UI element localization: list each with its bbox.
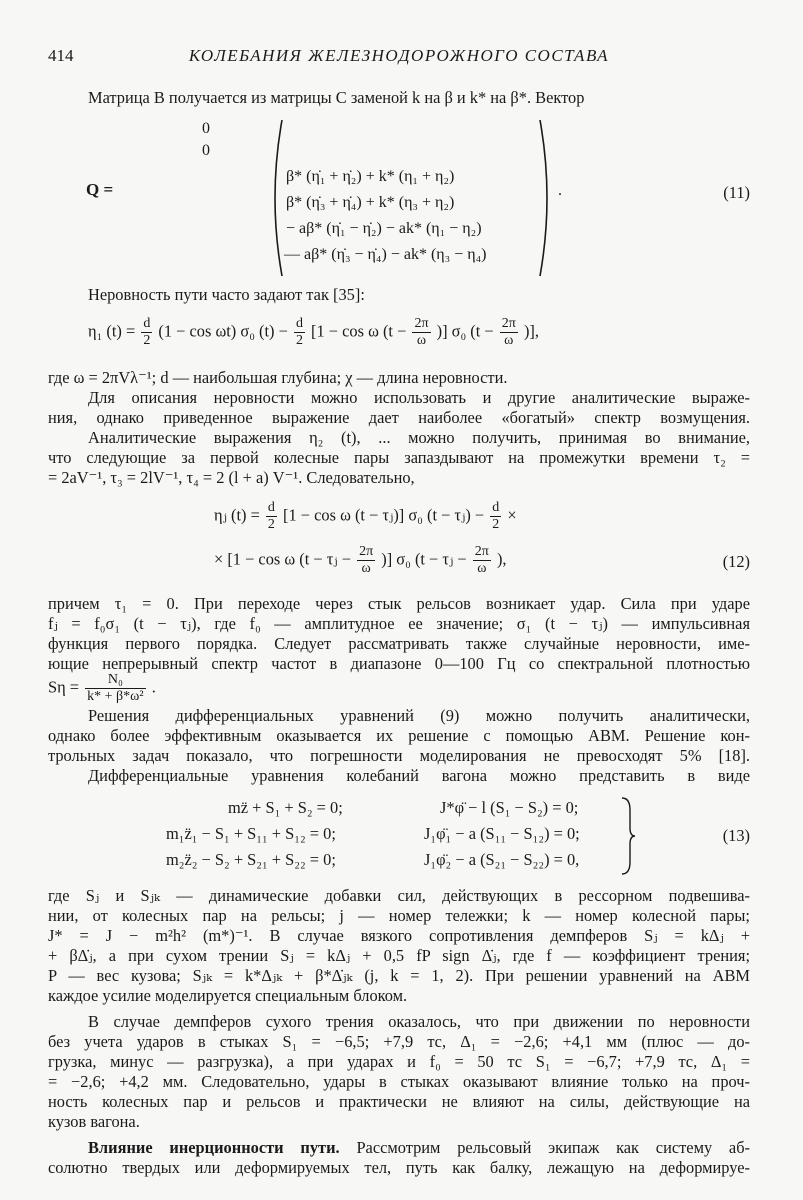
running-title: КОЛЕБАНИЯ ЖЕЛЕЗНОДОРОЖНОГО СОСТАВА bbox=[188, 46, 610, 65]
frac-d-2: $\frac{d}{2}$ bbox=[143, 316, 151, 348]
text-line: грузка, минус — разгрузка), а при ударах и f₀ = 50 тс S₁ = −6,7; +7,9 тс, Δ₁ = bbox=[48, 1052, 750, 1071]
text-line: функция первого порядка. Следует рассматривать также случайные неровности, име- bbox=[48, 634, 750, 653]
eq13-left-1: mz̈ + S₁ + S₂ = 0; bbox=[228, 798, 343, 817]
text-line: Решения дифференциальных уравнений (9) можно получить аналитически, bbox=[88, 706, 750, 725]
eq13-right-2: J₁φ̈₁ − a (S₁₁ − S₁₂) = 0; bbox=[424, 824, 580, 843]
text-line: ность колесных пар и рельсов и практически не влияют на силы, действующие на bbox=[48, 1092, 750, 1111]
frac-2pi-omega: $\frac{2\pi}{\omega}$ bbox=[414, 316, 429, 348]
formula-12-line2: × [1 − cos ω (t − τⱼ − $\frac{2\pi}{\omega}$ )] σ₀ (t − τⱼ − $\frac{2\pi}{\omega}$ ), bbox=[214, 544, 507, 576]
text-line: нии, от колесных пар на рельсы; j — номер тележки; k — номер колесной пары; bbox=[48, 906, 750, 925]
eq13-right-1: J*φ̈ − l (S₁ − S₂) = 0; bbox=[440, 798, 579, 817]
formula-spectral: Sη = $\frac{\text{N₀}}{\text{k* + β*ω²}}$ . bbox=[48, 672, 156, 704]
text-line: P — вес кузова; Sⱼₖ = k*Δⱼₖ + β*Δ̇ⱼₖ (j, k = 1, 2). При решении уравнений на АВМ bbox=[48, 966, 750, 985]
eq13-left-3: m₂z̈₂ − S₂ + S₂₁ + S₂₂ = 0; bbox=[166, 850, 336, 869]
text-line: без учета ударов в стыках S₁ = −6,5; +7,9 тс, Δ₁ = −2,6; +4,1 мм (плюс — до- bbox=[48, 1032, 750, 1051]
page-header bbox=[48, 46, 750, 70]
para-unevenness: Неровность пути часто задают так [35]: bbox=[88, 285, 365, 304]
eq-number-12: (12) bbox=[722, 552, 750, 571]
matrix-q: Q = 0 0 β* (η̇₁ + η̇₂) + k* (η₁ + η₂) β* (η̇₃ + η̇₄) + k* (η₃ + η₂) − aβ* (η̇₁ − η̇₂) − ak* (η₁ − η₂) — aβ* (η̇₃ − η̇₄) − ak* (η₃ − η₄) . bbox=[84, 118, 584, 278]
text-line: причем τ₁ = 0. При переходе через стык рельсов возникает удар. Сила при ударе bbox=[48, 594, 750, 613]
text-line: что следующие за первой колесные пары запаздывают на промежутки времени τ₂ = bbox=[48, 448, 750, 467]
text-line: однако более эффективным оказывается их решение с помощью АВМ. Решение кон- bbox=[48, 726, 750, 745]
text-line: = 2aV⁻¹, τ₃ = 2lV⁻¹, τ₄ = 2 (l + a) V⁻¹. Следовательно, bbox=[48, 468, 415, 487]
text-line: где Sⱼ и Sⱼₖ — динамические добавки сил, действующих в рессорном подвешива- bbox=[48, 886, 750, 905]
section-line-2: солютно твердых или деформируемых тел, путь как балку, лежащую на деформируе- bbox=[48, 1158, 750, 1177]
page-number: 414 bbox=[48, 46, 74, 65]
matrix-left-bracket bbox=[266, 118, 286, 278]
eq-number-11: (11) bbox=[723, 183, 750, 202]
text-line: + βΔ̇ⱼ, а при сухом трении Sⱼ = kΔⱼ + 0,5 fP sign Δ̇ⱼ, где f — коэффициент трения; bbox=[48, 946, 750, 965]
text-line: каждое усилие моделируется специальным блоком. bbox=[48, 986, 408, 1005]
text-line: В случае демпферов сухого трения оказалось, что при движении по неровности bbox=[88, 1012, 750, 1031]
formula-12-line1: ηⱼ (t) = $\frac{d}{2}$ [1 − cos ω (t − τⱼ)] σ₀ (t − τⱼ) − $\frac{d}{2}$ × bbox=[214, 500, 517, 532]
frac-d-2b: $\frac{d}{2}$ bbox=[295, 316, 303, 348]
matrix-row-5: − aβ* (η̇₁ − η̇₂) − ak* (η₁ − η₂) bbox=[286, 220, 482, 237]
matrix-row-3: β* (η̇₁ + η̇₂) + k* (η₁ + η₂) bbox=[286, 168, 455, 185]
text-line: кузов вагона. bbox=[48, 1112, 140, 1131]
text-line: Для описания неровности можно использовать и другие аналитические выраже- bbox=[88, 388, 750, 407]
matrix-row-6: — aβ* (η̇₃ − η̇₄) − ak* (η₃ − η₄) bbox=[284, 246, 487, 263]
text-line: J* = J − m²h² (m*)⁻¹. В случае вязкого сопротивления демпферов Sⱼ = kΔⱼ + bbox=[48, 926, 750, 945]
intro-line: Матрица B получается из матрицы C заменой k на β и k* на β*. Вектор bbox=[88, 88, 585, 107]
frac-2pi-omega-b: $\frac{2\pi}{\omega}$ bbox=[501, 316, 516, 348]
text-line: Дифференциальные уравнения колебаний вагона можно представить в виде bbox=[88, 766, 750, 785]
eq13-left-2: m₁z̈₁ − S₁ + S₁₁ + S₁₂ = 0; bbox=[166, 824, 336, 843]
text-line: = −2,6; +4,2 мм. Следовательно, удары в стыках оказывают влияние только на проч- bbox=[48, 1072, 750, 1091]
section-line-1: Влияние инерционности пути. Рассмотрим рельсовый экипаж как систему аб- bbox=[88, 1138, 750, 1157]
section-heading: Влияние инерционности пути. bbox=[88, 1138, 340, 1157]
text-line: fⱼ = f₀σ₁ (t − τⱼ), где f₀ — амплитудное ее значение; σ₁ (t − τⱼ) — импульсивная bbox=[48, 614, 750, 633]
matrix-row-2: 0 bbox=[202, 142, 210, 159]
formula-eta1: η₁ (t) = $\frac{d}{2}$ (1 − cos ωt) σ₀ (t) − $\frac{d}{2}$ [1 − cos ω (t − $\frac{2\pi}{\omega}$ )] σ₀ (t − $\frac{2\pi}{\omega}$ )], bbox=[88, 316, 539, 348]
matrix-row-1: 0 bbox=[202, 120, 210, 137]
eq13-right-3: J₁φ̈₂ − a (S₂₁ − S₂₂) = 0, bbox=[424, 850, 580, 869]
matrix-right-bracket bbox=[536, 118, 556, 278]
text-line: трольных задач показало, что погрешности моделирования не превосходят 5% [18]. bbox=[48, 746, 750, 765]
text-line: ния, однако приведенное выражение дает наиболее «богатый» спектр возмущения. bbox=[48, 408, 750, 427]
matrix-label: Q = bbox=[86, 180, 114, 199]
text-line: Аналитические выражения η₂ (t), ... можно получить, принимая во внимание, bbox=[88, 428, 750, 447]
eq13-right-brace bbox=[620, 796, 636, 876]
text-line: ющие непрерывный спектр частот в диапазоне 0—100 Гц со спектральной плотностью bbox=[48, 654, 750, 673]
matrix-row-4: β* (η̇₃ + η̇₄) + k* (η₃ + η₂) bbox=[286, 194, 455, 211]
where-line: где ω = 2πVλ⁻¹; d — наибольшая глубина; χ — длина неровности. bbox=[48, 368, 508, 387]
eq-number-13: (13) bbox=[722, 826, 750, 845]
